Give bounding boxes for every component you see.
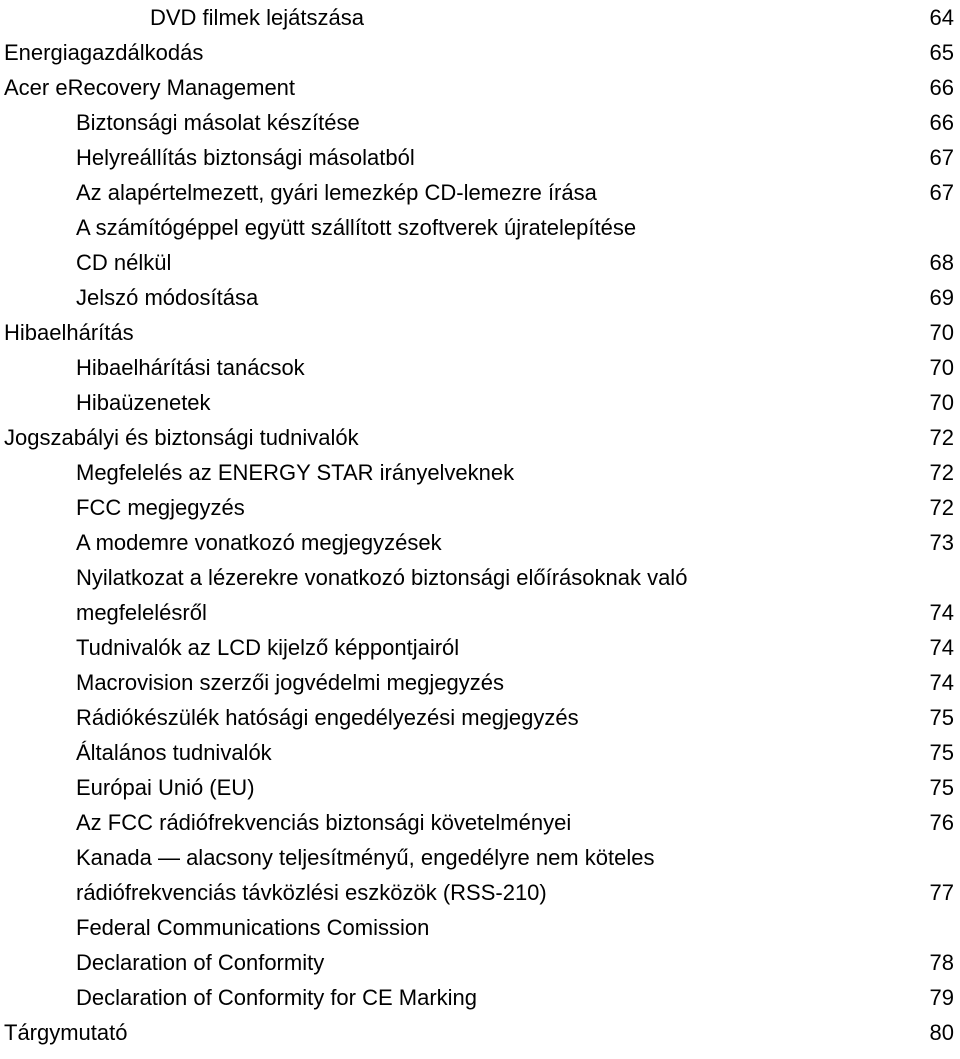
toc-entry-title: Macrovision szerzői jogvédelmi megjegyzés	[76, 670, 504, 695]
toc-page-number: 75	[929, 705, 954, 730]
toc-page-number: 69	[929, 285, 954, 310]
toc-entry-title: Biztonsági másolat készítése	[76, 110, 360, 135]
toc-entry[interactable]	[0, 455, 960, 490]
toc-entry-title: Declaration of Conformity	[76, 950, 325, 975]
toc-page-number: 80	[929, 1020, 954, 1045]
toc-page-number: 72	[929, 425, 954, 450]
toc-page-number: 66	[929, 110, 954, 135]
toc-entry[interactable]	[0, 595, 960, 630]
toc-entry-title: A számítógéppel együtt szállított szoftverek újratelepítése	[76, 215, 637, 240]
toc-entry[interactable]	[0, 910, 960, 945]
toc-page-number: 75	[929, 775, 954, 800]
toc-entry[interactable]	[0, 735, 960, 770]
toc-entry[interactable]	[0, 210, 960, 245]
toc-entry-title: Tudnivalók az LCD kijelző képpontjairól	[76, 635, 460, 660]
toc-entry[interactable]	[0, 35, 960, 70]
toc-page-number: 73	[929, 530, 954, 555]
toc-entry-title: Jelszó módosítása	[76, 285, 259, 310]
toc-entry-title: Az FCC rádiófrekvenciás biztonsági követelményei	[76, 810, 572, 835]
toc-page-number: 79	[929, 985, 954, 1010]
toc-entry-title: A modemre vonatkozó megjegyzések	[76, 530, 442, 555]
toc-entry[interactable]	[0, 875, 960, 910]
toc-entry-title: FCC megjegyzés	[76, 495, 245, 520]
toc-page-number: 70	[929, 390, 954, 415]
toc-entry-title: DVD filmek lejátszása	[150, 5, 364, 30]
toc-page-number: 72	[929, 495, 954, 520]
toc-entry[interactable]	[0, 770, 960, 805]
toc-entry-title: rádiófrekvenciás távközlési eszközök (RSS-210)	[76, 880, 547, 905]
toc-entry[interactable]	[0, 105, 960, 140]
toc-entry[interactable]	[0, 175, 960, 210]
toc-entry[interactable]	[0, 700, 960, 735]
toc-entry-title: Rádiókészülék hatósági engedélyezési megjegyzés	[76, 705, 579, 730]
toc-page-number: 67	[929, 180, 954, 205]
toc-entry[interactable]	[0, 805, 960, 840]
toc-page-number: 72	[929, 460, 954, 485]
toc-page-number: 74	[929, 670, 954, 695]
toc-entry[interactable]	[0, 0, 960, 35]
toc-entry[interactable]	[0, 630, 960, 665]
toc-entry-title: Energiagazdálkodás	[4, 40, 204, 65]
toc-entry[interactable]	[0, 315, 960, 350]
toc-entry-title: CD nélkül	[76, 250, 172, 275]
toc-entry-title: Helyreállítás biztonsági másolatból	[76, 145, 415, 170]
toc-page-number: 66	[929, 75, 954, 100]
toc-page-number: 67	[929, 145, 954, 170]
toc-entry[interactable]	[0, 280, 960, 315]
toc-page-number: 65	[929, 40, 954, 65]
toc-page-number: 68	[929, 250, 954, 275]
toc-entry-title: Tárgymutató	[4, 1020, 128, 1045]
toc-page-number: 74	[929, 600, 954, 625]
toc-entry[interactable]	[0, 980, 960, 1015]
toc-entry[interactable]	[0, 1015, 960, 1050]
toc-entry-title: Hibaüzenetek	[76, 390, 211, 415]
toc-entry[interactable]	[0, 560, 960, 595]
toc-entry-title: Az alapértelmezett, gyári lemezkép CD-lemezre írása	[76, 180, 597, 205]
toc-entry[interactable]	[0, 140, 960, 175]
toc-entry[interactable]	[0, 665, 960, 700]
toc-entry[interactable]	[0, 350, 960, 385]
toc-entry[interactable]	[0, 945, 960, 980]
toc-page-number: 70	[929, 320, 954, 345]
toc-entry-title: Acer eRecovery Management	[4, 75, 296, 100]
toc-page-number: 74	[929, 635, 954, 660]
toc-page-number: 76	[929, 810, 954, 835]
toc-entry[interactable]	[0, 490, 960, 525]
toc-entry[interactable]	[0, 70, 960, 105]
toc-entry-title: Nyilatkozat a lézerekre vonatkozó biztonsági előírásoknak való	[76, 565, 688, 590]
toc-page-number: 75	[929, 740, 954, 765]
toc-entry-title: megfelelésről	[76, 600, 207, 625]
toc-entry[interactable]	[0, 420, 960, 455]
toc-entry-title: Kanada — alacsony teljesítményű, engedélyre nem köteles	[76, 845, 655, 870]
toc-page-number: 64	[929, 5, 954, 30]
toc-entry-title: Általános tudnivalók	[76, 740, 272, 765]
toc-entry[interactable]	[0, 245, 960, 280]
toc-entry-title: Declaration of Conformity for CE Marking	[76, 985, 478, 1010]
toc-page-number: 78	[929, 950, 954, 975]
toc-entry-title: Hibaelhárítás	[4, 320, 134, 345]
toc-entry-title: Megfelelés az ENERGY STAR irányelveknek	[76, 460, 515, 485]
toc-entry[interactable]	[0, 385, 960, 420]
toc-entry[interactable]	[0, 840, 960, 875]
toc-page-number: 77	[929, 880, 954, 905]
toc-entry-title: Federal Communications Comission	[76, 915, 430, 940]
toc-entry-title: Hibaelhárítási tanácsok	[76, 355, 305, 380]
toc-entry-title: Jogszabályi és biztonsági tudnivalók	[4, 425, 359, 450]
toc-entry-title: Európai Unió (EU)	[76, 775, 255, 800]
toc-page-number: 70	[929, 355, 954, 380]
toc-entry[interactable]	[0, 525, 960, 560]
